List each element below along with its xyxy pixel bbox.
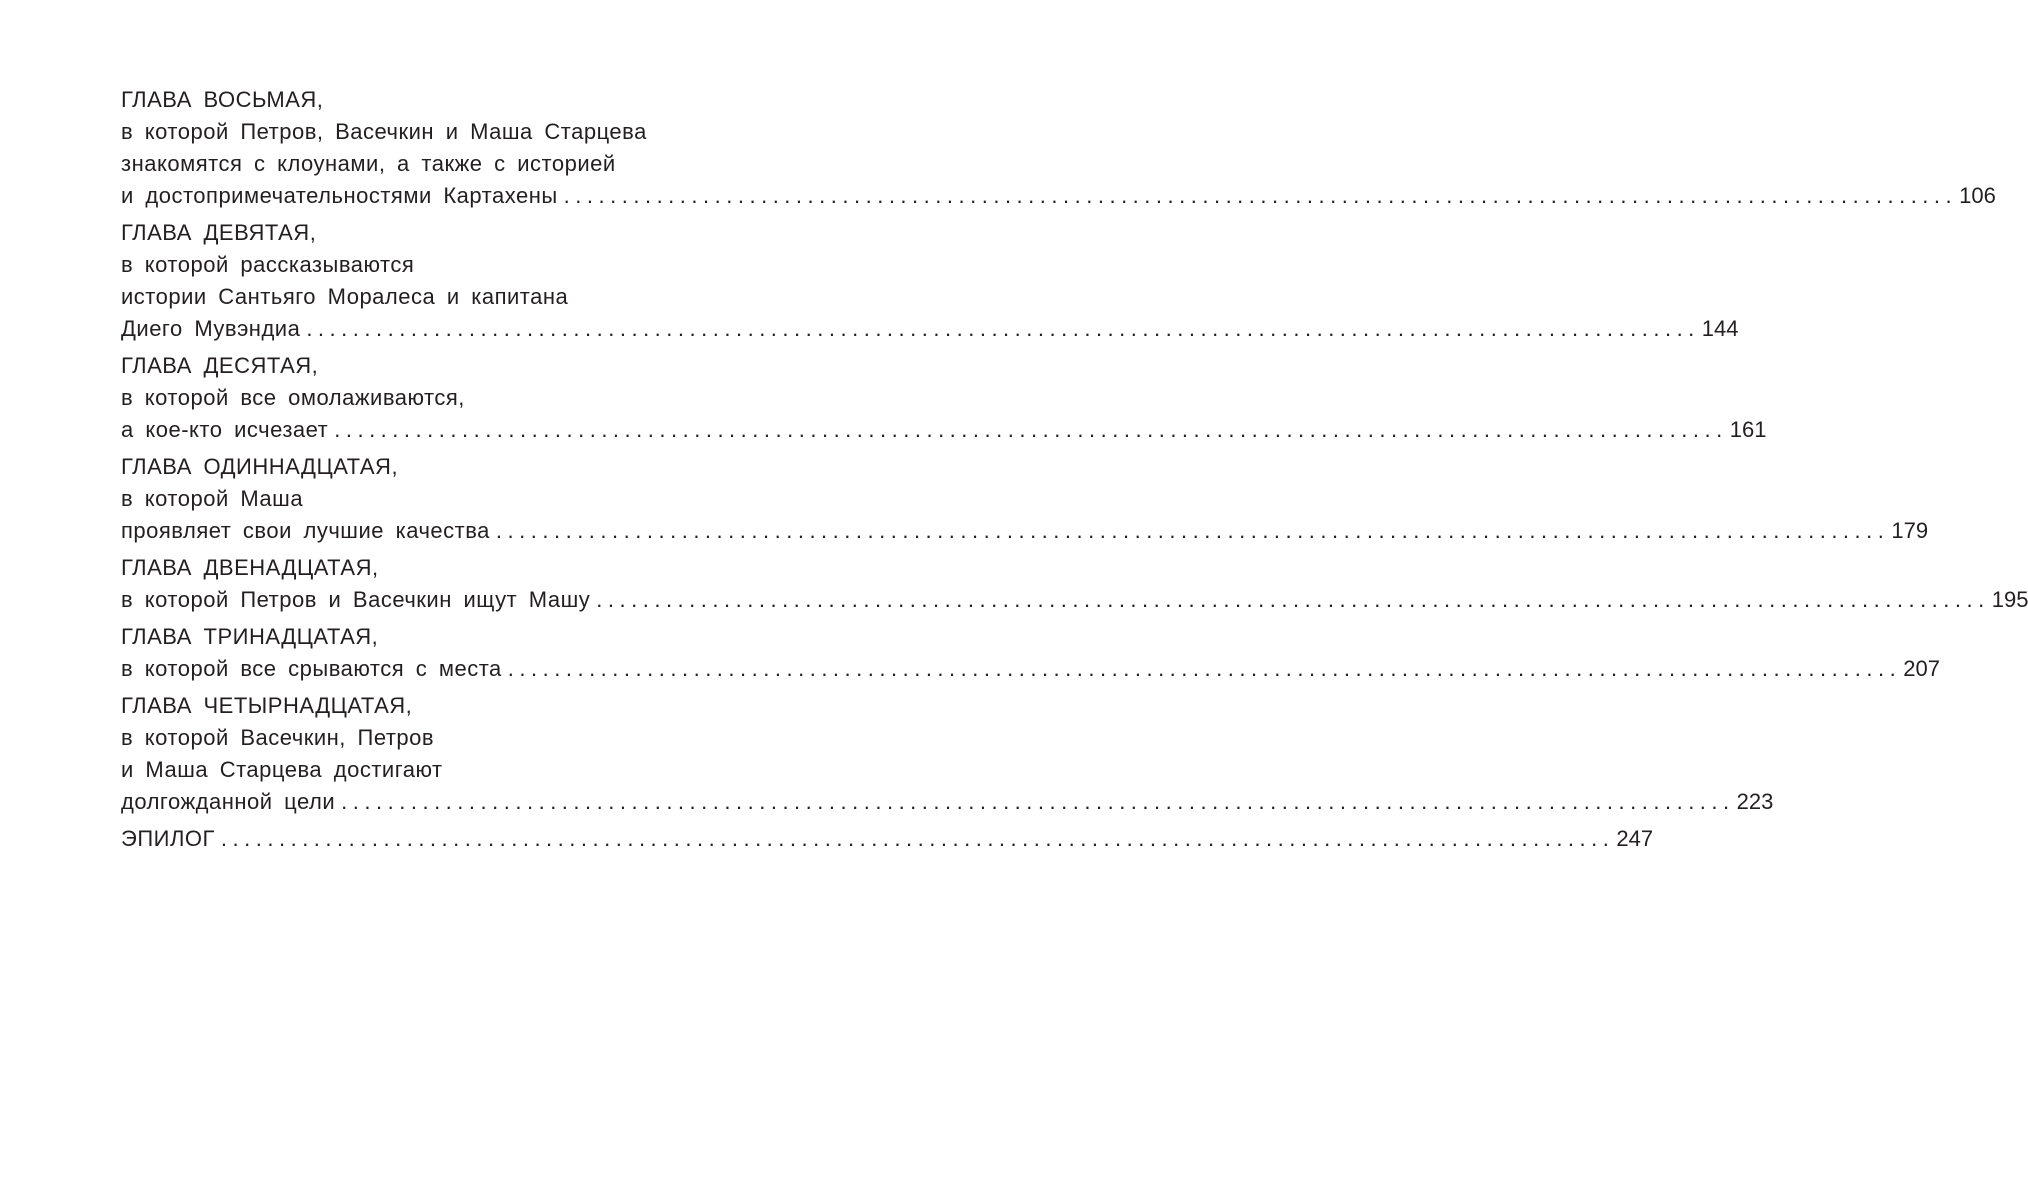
chapter-subtitle-line: в которой Петров и Васечкин ищут Машу — [121, 587, 591, 612]
chapter-heading: ГЛАВА ОДИННАДЦАТАЯ, — [121, 454, 399, 479]
toc-entry-epilogue — [121, 823, 1654, 855]
toc-entry-chapter-11 — [121, 451, 1929, 547]
toc-last-line — [121, 786, 1774, 818]
chapter-heading: ГЛАВА ДЕСЯТАЯ, — [121, 353, 319, 378]
toc-entry-chapter-13 — [121, 621, 1940, 685]
dot-leader: ........................................................................................................................ — [495, 518, 1890, 543]
dot-leader: ........................................................................................................................ — [341, 789, 1735, 814]
page-number: 195 — [1991, 587, 2028, 612]
toc-last-line — [121, 515, 1929, 547]
chapter-subtitle-line: а кое-кто исчезает — [121, 417, 329, 442]
toc-entry-chapter-8 — [121, 84, 1996, 212]
chapter-heading: ГЛАВА ВОСЬМАЯ, — [121, 87, 324, 112]
chapter-subtitle-line: в которой Петров, Васечкин и Маша Старцева — [121, 119, 647, 144]
page-number: 106 — [1959, 183, 1996, 208]
chapter-subtitle-line: в которой все омолаживаются, — [121, 385, 465, 410]
toc-last-line — [121, 823, 1654, 855]
chapter-subtitle-line: долгожданной цели — [121, 789, 336, 814]
toc-entry-chapter-14 — [121, 690, 1774, 818]
page-number: 207 — [1903, 656, 1940, 681]
toc-last-line — [121, 414, 1767, 446]
epilogue-heading: ЭПИЛОГ — [121, 826, 215, 851]
chapter-heading: ГЛАВА ЧЕТЫРНАДЦАТАЯ, — [121, 693, 413, 718]
chapter-subtitle-line: в которой все срываются с места — [121, 656, 502, 681]
chapter-subtitle-line: проявляет свои лучшие качества — [121, 518, 490, 543]
table-of-contents — [121, 84, 2028, 860]
chapter-subtitle-line: знакомятся с клоунами, а также с историей — [121, 151, 616, 176]
toc-last-line — [121, 313, 1739, 345]
chapter-subtitle-line: в которой Маша — [121, 486, 304, 511]
page-number: 161 — [1729, 417, 1767, 442]
toc-entry-chapter-10 — [121, 350, 1767, 446]
page-number: 179 — [1891, 518, 1929, 543]
page-number: 247 — [1616, 826, 1654, 851]
dot-leader: ........................................................................................................................ — [507, 656, 1902, 681]
chapter-subtitle-line: Диего Мувэндиа — [121, 316, 301, 341]
toc-entry-chapter-9 — [121, 217, 1739, 345]
chapter-heading: ГЛАВА ТРИНАДЦАТАЯ, — [121, 624, 379, 649]
dot-leader: ........................................................................................................................ — [334, 417, 1728, 442]
chapter-subtitle-line: и достопримечательностями Картахены — [121, 183, 558, 208]
dot-leader: ........................................................................................................................ — [596, 587, 1990, 612]
chapter-subtitle-line: в которой рассказываются — [121, 252, 415, 277]
chapter-subtitle-line: истории Сантьяго Моралеса и капитана — [121, 284, 569, 309]
toc-entry-chapter-12 — [121, 552, 2028, 616]
toc-last-line — [121, 653, 1940, 685]
toc-last-line — [121, 584, 2028, 616]
chapter-heading: ГЛАВА ДЕВЯТАЯ, — [121, 220, 317, 245]
dot-leader: ........................................................................................................................ — [563, 183, 1958, 208]
dot-leader: ........................................................................................................................ — [306, 316, 1700, 341]
dot-leader: ........................................................................................................................ — [220, 826, 1615, 851]
chapter-subtitle-line: и Маша Старцева достигают — [121, 757, 443, 782]
toc-last-line — [121, 180, 1996, 212]
page-number: 144 — [1701, 316, 1739, 341]
chapter-subtitle-line: в которой Васечкин, Петров — [121, 725, 435, 750]
page-number: 223 — [1736, 789, 1774, 814]
chapter-heading: ГЛАВА ДВЕНАДЦАТАЯ, — [121, 555, 379, 580]
